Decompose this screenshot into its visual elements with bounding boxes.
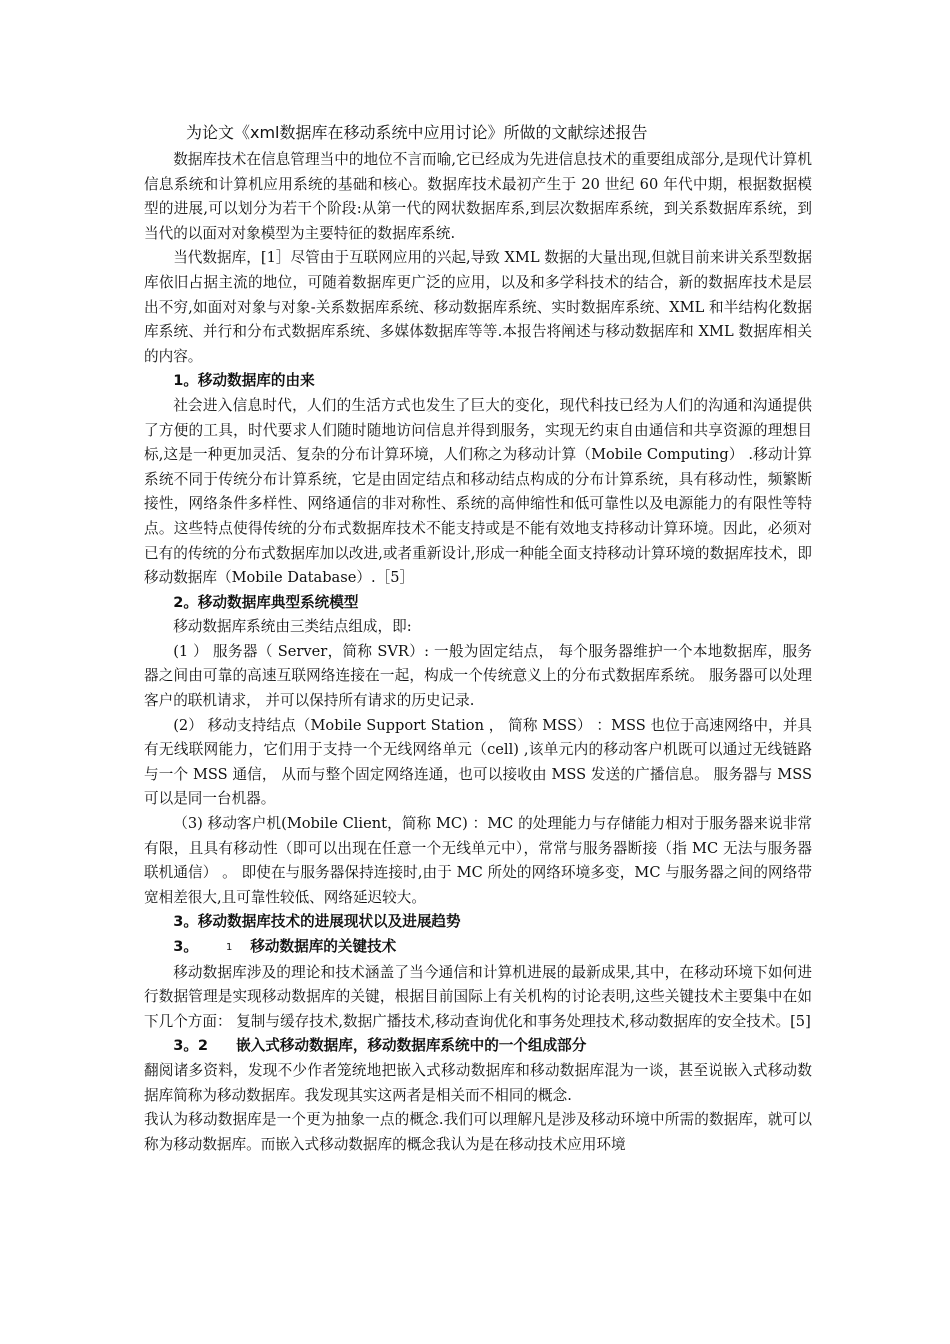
heading-subnumber: 1 (225, 942, 233, 953)
heading-section-2: 2。移动数据库典型系统模型 (173, 593, 359, 611)
heading-number: 3。 (173, 938, 198, 955)
paragraph-node-types: 移动数据库系统由三类结点组成，即: (173, 618, 412, 636)
paragraph-mobile-client: （3) 移动客户机(Mobile Client，简称 MC) ：MC 的处理能力与存储能力相对于服务器来说非常有限，且具有移动性（即可以出现在任意一个无线单元中），常常与服务器断接（指 MC 无法与服务器联机通信） 。 即使在与服务器保持连接时,由于 MC 所处的网络环境多变，MC 与服务器之间的网络带宽相差很大,且可靠性较低、网络延迟较大。 (144, 815, 812, 906)
heading-section-1: 1。移动数据库的由来 (173, 372, 315, 390)
paragraph-contemporary-db: 当代数据库，[1］尽管由于互联网应用的兴起,导致 XML 数据的大量出现,但就目前来讲关系型数据库依旧占据主流的地位，可随着数据库更广泛的应用，以及和多学科技术的结合，新的数据库技术是层出不穷,如面对对象与对象-关系数据库系统、移动数据库系统、实时数据库系统、XML 和半结构化数据库系统、并行和分布式数据库系统、多媒体数据库等等.本报告将阐述与移动数据库和 XML 数据库相关的内容。 (144, 249, 812, 365)
document-page (144, 118, 812, 1157)
heading-section-3-2 (144, 1034, 812, 1059)
heading-section-3-1 (144, 935, 812, 961)
paragraph-embedded-confusion: 翻阅诸多资料，发现不少作者笼统地把嵌入式移动数据库和移动数据库混为一谈，甚至说嵌入式移动数据库简称为移动数据库。我发现其实这两者是相关而不相同的概念. (144, 1061, 812, 1104)
heading-text: 嵌入式移动数据库，移动数据库系统中的一个组成部分 (236, 1037, 587, 1055)
heading-text: 移动数据库的关键技术 (250, 938, 397, 955)
document-title: 为论文《xml数据库在移动系统中应用讨论》所做的文献综述报告 (186, 123, 648, 142)
paragraph-key-tech: 移动数据库涉及的理论和技术涵盖了当今通信和计算机进展的最新成果,其中，在移动环境下如何进行数据管理是实现移动数据库的关键，根据目前国际上有关机构的讨论表明,这些关键技术主要集中在如下几个方面： 复制与缓存技术,数据广播技术,移动查询优化和事务处理技术,移动数据库的安全技术。[5] (144, 963, 812, 1030)
heading-section-3: 3。移动数据库技术的进展现状以及进展趋势 (173, 913, 461, 931)
heading-number: 3。2 (173, 1037, 209, 1055)
paragraph-intro: 数据库技术在信息管理当中的地位不言而喻,它已经成为先进信息技术的重要组成部分,是现代计算机信息系统和计算机应用系统的基础和核心。数据库技术最初产生于 20 世纪 60 年代中期，根据数据模型的进展,可以划分为若干个阶段:从第一代的网状数据库系,到层次数据库系统，到关系数据库系统，到当代的以面对对象模型为主要特征的数据库系统. (144, 151, 812, 242)
paragraph-mss: (2） 移动支持结点（Mobile Support Station ， 简称 MSS） ：MSS 也位于高速网络中，并具有无线联网能力，它们用于支持一个无线网络单元（cell) ,该单元内的移动客户机既可以通过无线链路与一个 MSS 通信， 从而与整个固定网络连通，也可以接收由 MSS 发送的广播信息。 服务器与 MSS 可以是同一台机器。 (144, 716, 812, 808)
paragraph-embedded-concept: 我认为移动数据库是一个更为抽象一点的概念.我们可以理解凡是涉及移动环境中所需的数据库，就可以称为移动数据库。而嵌入式移动数据库的概念我认为是在移动技术应用环境 (144, 1111, 812, 1153)
paragraph-server: (1 ） 服务器（ Server，简称 SVR）: 一般为固定结点， 每个服务器维护一个本地数据库，服务器之间由可靠的高速互联网络连接在一起，构成一个传统意义上的分布式数据库系统。 服务器可以处理客户的联机请求， 并可以保持所有请求的历史记录. (144, 642, 812, 710)
paragraph-mobile-origin: 社会进入信息时代，人们的生活方式也发生了巨大的变化，现代科技已经为人们的沟通和沟通提供了方便的工具，时代要求人们随时随地访问信息并得到服务，实现无约束自由通信和共享资源的理想目标,这是一种更加灵活、复杂的分布计算环境，人们称之为移动计算（Mobile Computing） .移动计算系统不同于传统分布计算系统，它是由固定结点和移动结点构成的分布计算系统，具有移动性，频繁断接性，网络条件多样性、网络通信的非对称性、系统的高伸缩性和低可靠性以及电源能力的有限性等特点。这些特点使得传统的分布式数据库技术不能支持或是不能有效地支持移动计算环境。因此，必须对已有的传统的分布式数据库加以改进,或者重新设计,形成一种能全面支持移动计算环境的数据库技术，即移动数据库（Mobile Database）.［5］ (144, 396, 812, 587)
